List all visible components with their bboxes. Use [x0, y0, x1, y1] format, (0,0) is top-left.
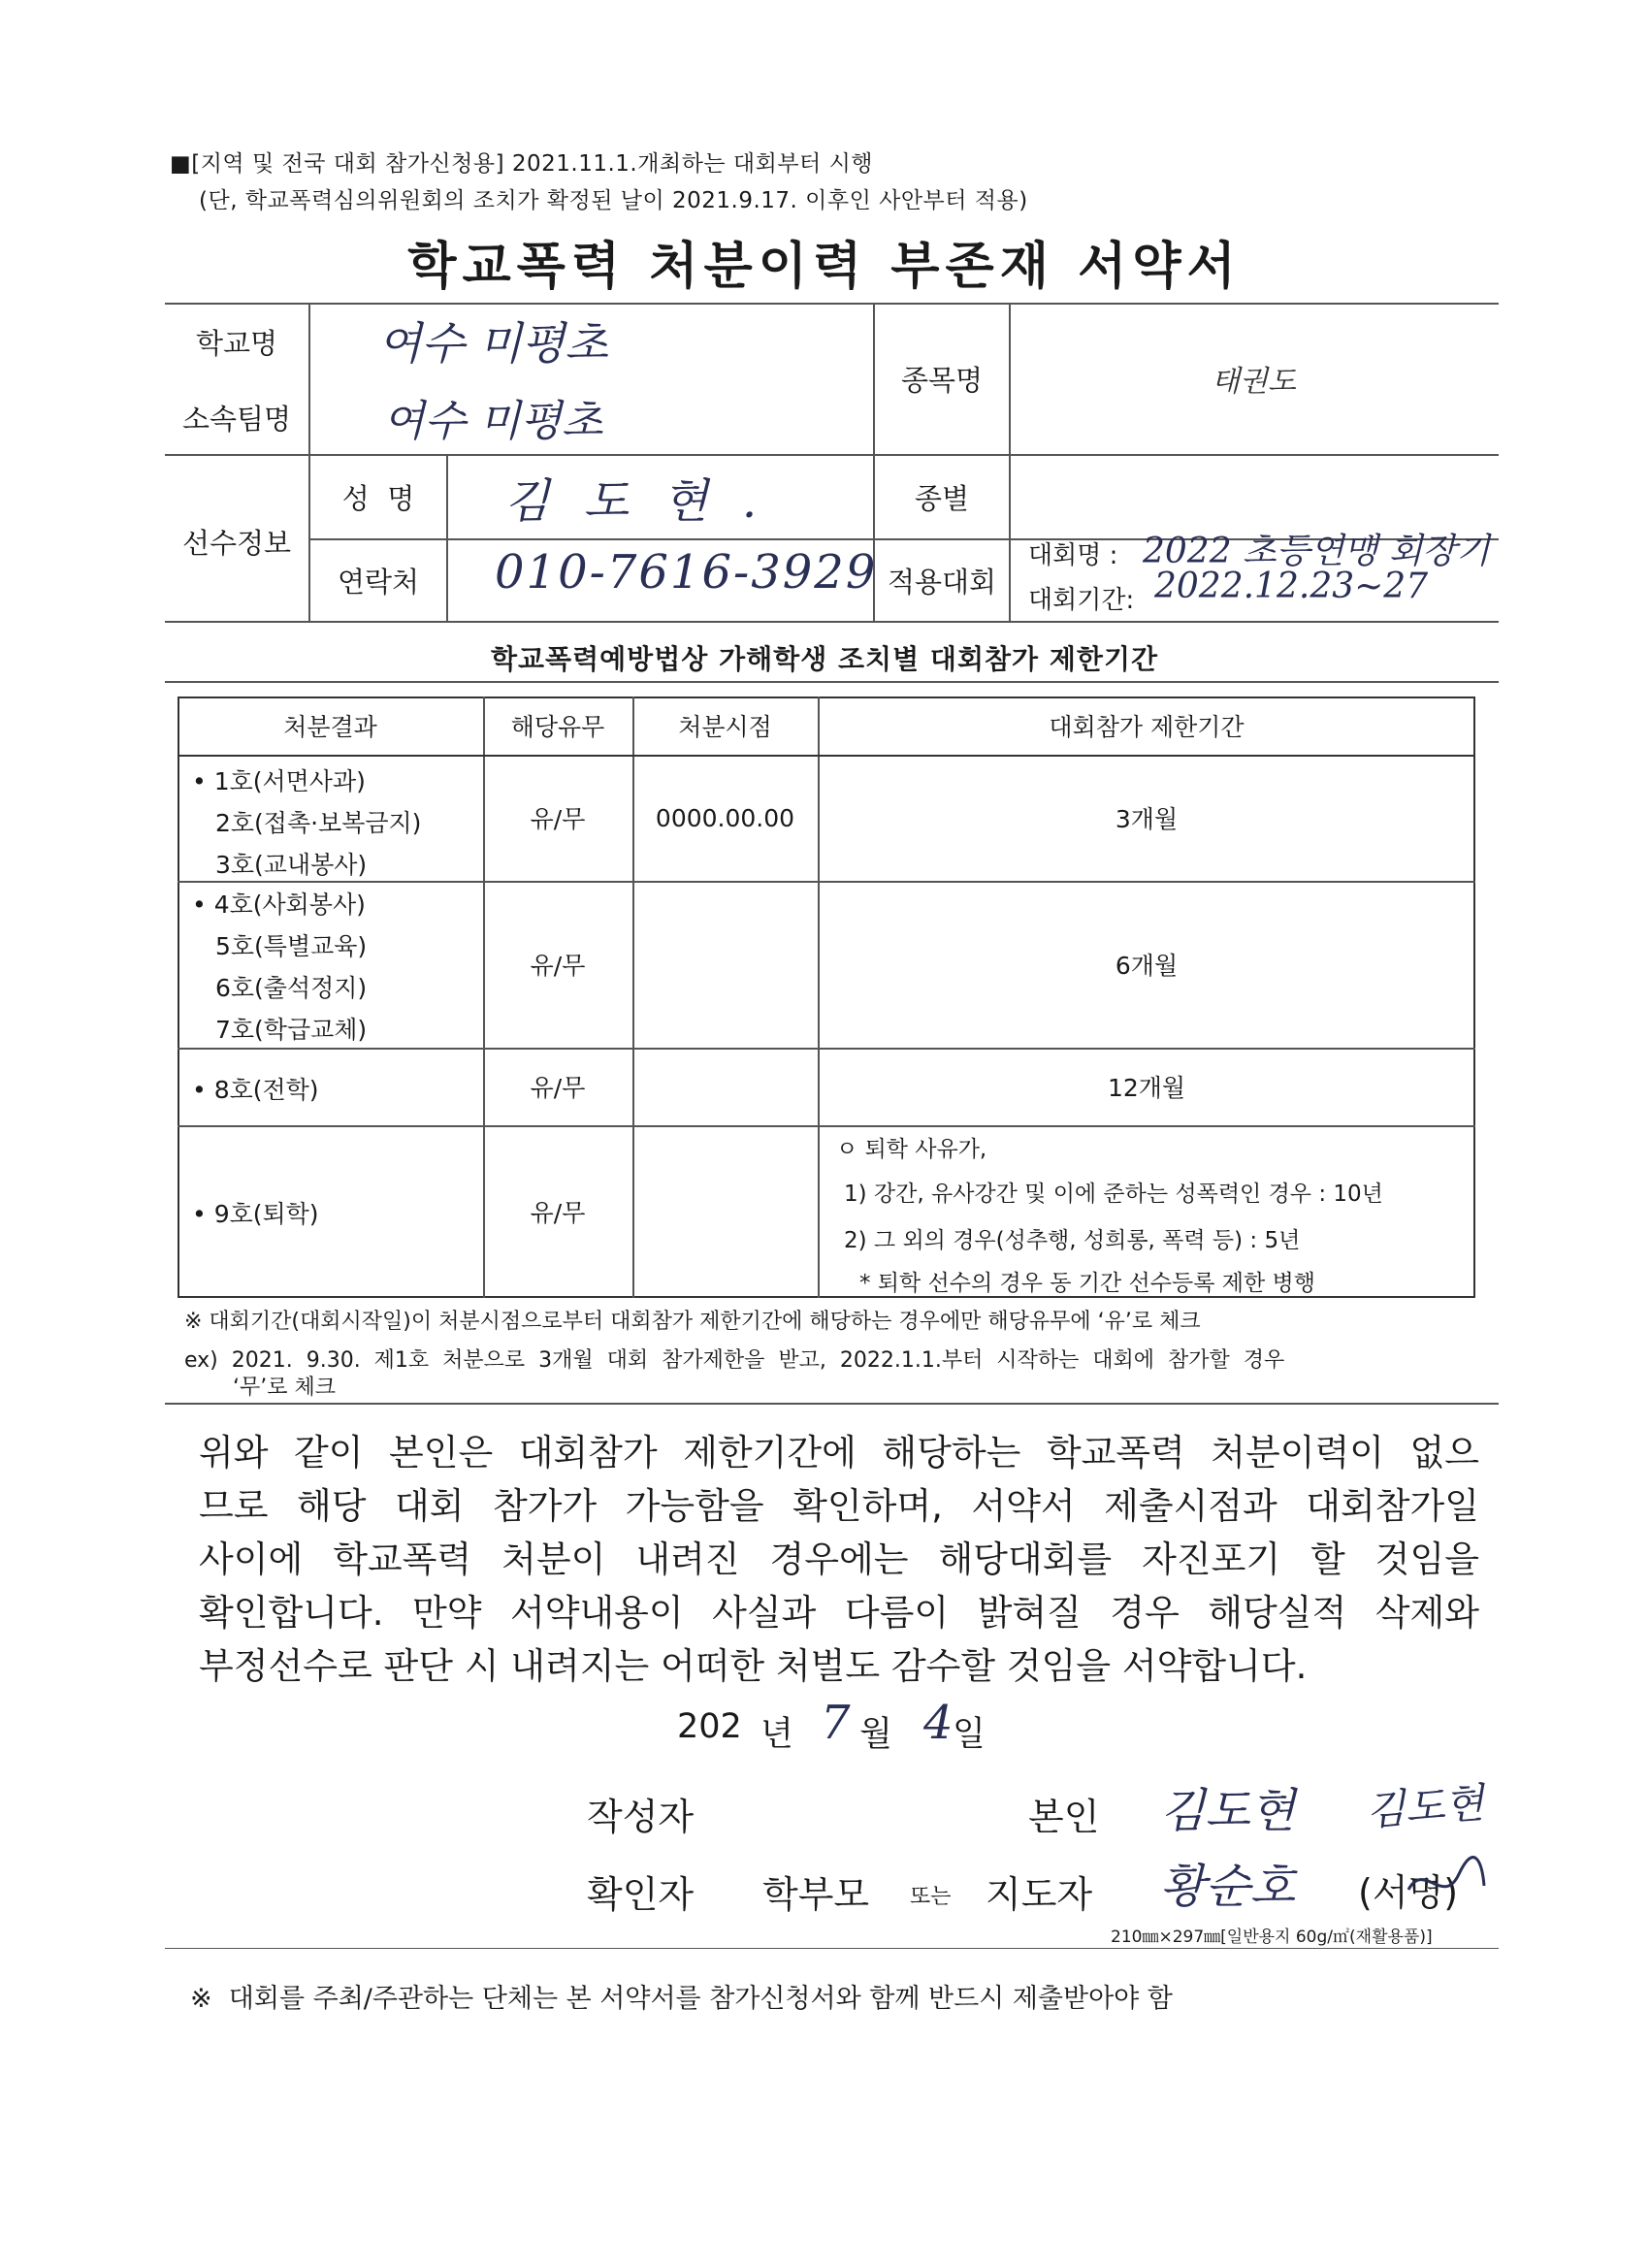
parent-label: 학부모 — [762, 1873, 870, 1916]
col-header-period: 대회참가 제한기간 — [1049, 713, 1245, 741]
pledge-line-1: 위와 같이 본인은 대회참가 제한기간에 해당하는 학교폭력 처분이력이 없으 — [199, 1432, 1479, 1474]
event-name-value: 2022 초등연맹 회장기 — [1143, 532, 1490, 571]
pledge-line-3: 사이에 학교폭력 처분이 내려진 경우에는 해당대회를 자진포기 할 것임을 — [199, 1539, 1479, 1580]
info-top-rule — [165, 303, 1499, 305]
row3-item-1: • 8호(전학) — [192, 1076, 319, 1104]
row3-applicable: 유/무 — [530, 1074, 586, 1102]
event-label: 적용대회 — [887, 566, 997, 599]
date-month-label: 월 — [859, 1715, 892, 1754]
header-note-line1: ■[지역 및 전국 대회 참가신청용] 2021.11.1.개최하는 대회부터 시행 — [170, 151, 874, 177]
event-period-label: 대회기간: — [1028, 586, 1135, 615]
col-header-date: 처분시점 — [678, 713, 772, 741]
document-title: 학교폭력 처분이력 부존재 서약서 — [407, 238, 1242, 296]
gender-label: 종별 — [914, 482, 970, 515]
date-year-prefix: 202 — [677, 1707, 742, 1746]
confirm-label: 확인자 — [587, 1873, 695, 1916]
info-col-rule-4 — [446, 454, 448, 621]
restriction-note-3: ‘무’로 체크 — [233, 1376, 336, 1400]
restriction-note-1: ※ 대회기간(대회시작일)이 처분시점으로부터 대회참가 제한기간에 해당하는 경우에만 해당유무에 ‘유’로 체크 — [184, 1310, 1201, 1334]
row2-item-4: 7호(학급교체) — [215, 1016, 368, 1044]
sport-label: 종목명 — [900, 364, 984, 397]
info-bottom-rule — [165, 621, 1499, 623]
row2-item-1: • 4호(사회봉사) — [192, 891, 366, 919]
info-divider-rule — [165, 454, 1499, 456]
row4-period-line-4: * 퇴학 선수의 경우 동 기간 선수등록 제한 병행 — [859, 1271, 1315, 1296]
table-row-rule-3 — [178, 1125, 1475, 1127]
row4-period-line-2: 1) 강간, 유사강간 및 이에 준하는 성폭력인 경우 : 10년 — [844, 1182, 1383, 1207]
contact-value: 010-7616-3929 — [495, 545, 878, 599]
info-col-rule-3 — [1009, 303, 1011, 621]
header-note-line2: (단, 학교폭력심의위원회의 조치가 확정된 날이 2021.9.17. 이후인 사안부터 적용) — [199, 188, 1028, 213]
event-period-value: 2022.12.23~27 — [1154, 567, 1429, 606]
row3-period: 12개월 — [1107, 1074, 1186, 1102]
row2-period: 6개월 — [1115, 952, 1179, 980]
row1-period: 3개월 — [1115, 805, 1179, 833]
school-value: 여수 미평초 — [378, 317, 608, 370]
date-day-label: 일 — [953, 1715, 986, 1754]
event-name-label: 대회명 : — [1028, 541, 1118, 570]
footer-rule — [165, 1948, 1499, 1949]
restrictions-heading-rule — [165, 681, 1499, 683]
row4-period-line-3: 2) 그 외의 경우(성추행, 성희롱, 폭력 등) : 5년 — [844, 1228, 1301, 1253]
sport-value: 태권도 — [1212, 365, 1296, 399]
school-label: 학교명 — [195, 327, 278, 360]
row2-item-3: 6호(출석정지) — [215, 974, 368, 1002]
row4-period-line-1: ㅇ 퇴학 사유가, — [836, 1137, 987, 1162]
name-label: 성 명 — [341, 482, 415, 515]
restrictions-heading: 학교폭력예방법상 가해학생 조치별 대회참가 제한기간 — [490, 643, 1159, 675]
pledge-line-4: 확인합니다. 만약 서약내용이 사실과 다름이 밝혀질 경우 해당실적 삭제와 — [199, 1592, 1479, 1634]
pledge-line-5: 부정선수로 판단 시 내려지는 어떠한 처벌도 감수할 것임을 서약합니다. — [199, 1645, 1308, 1687]
row4-item-1: • 9호(퇴학) — [192, 1200, 319, 1228]
paper-spec-note: 210㎜×297㎜[일반용지 60g/㎡(재활용품)] — [1111, 1928, 1433, 1947]
row2-applicable: 유/무 — [530, 952, 586, 980]
or-label: 또는 — [910, 1885, 952, 1909]
col-header-applicable: 해당유무 — [510, 713, 605, 741]
restriction-note-2: ex) 2021. 9.30. 제1호 처분으로 3개월 대회 참가제한을 받고, 2022.1.1.부터 시작하는 대회에 참가할 경우 — [184, 1348, 1285, 1373]
coach-signature-mark — [1405, 1851, 1488, 1913]
contact-label: 연락처 — [337, 566, 420, 599]
date-month-value: 7 — [821, 1696, 851, 1750]
row1-applicable: 유/무 — [530, 805, 586, 833]
team-label: 소속팀명 — [181, 403, 292, 436]
name-value: 김 도 현 . — [504, 474, 767, 529]
writer-label: 작성자 — [587, 1796, 695, 1838]
pledge-line-2: 므로 해당 대회 참가가 가능함을 확인하며, 서약서 제출시점과 대회참가일 — [199, 1485, 1479, 1527]
row4-applicable: 유/무 — [530, 1199, 586, 1227]
notes-bottom-rule — [165, 1403, 1499, 1405]
row1-item-1: • 1호(서면사과) — [192, 767, 366, 795]
self-name-handwritten: 김도현 — [1160, 1784, 1296, 1838]
pledge-text — [199, 1426, 1479, 1693]
coach-label: 지도자 — [986, 1873, 1093, 1916]
self-label: 본인 — [1028, 1796, 1100, 1838]
team-value: 여수 미평초 — [383, 397, 603, 446]
row1-item-2: 2호(접촉·보복금지) — [215, 809, 422, 837]
row1-item-3: 3호(교내봉사) — [215, 851, 368, 879]
coach-seal-label: (서명) — [1358, 1871, 1459, 1914]
row1-date: 0000.00.00 — [655, 803, 795, 832]
date-year-label: 년 — [760, 1715, 793, 1754]
col-header-result: 처분결과 — [283, 713, 377, 741]
row2-item-2: 5호(특별교육) — [215, 932, 368, 960]
self-signature: 김도현 — [1364, 1778, 1486, 1835]
player-info-label: 선수정보 — [181, 527, 292, 560]
footer-note: ※ 대회를 주최/주관하는 단체는 본 서약서를 참가신청서와 함께 반드시 제출받아야 함 — [190, 1984, 1173, 2014]
coach-name-handwritten: 황순호 — [1160, 1860, 1296, 1914]
date-day-value: 4 — [923, 1696, 954, 1750]
